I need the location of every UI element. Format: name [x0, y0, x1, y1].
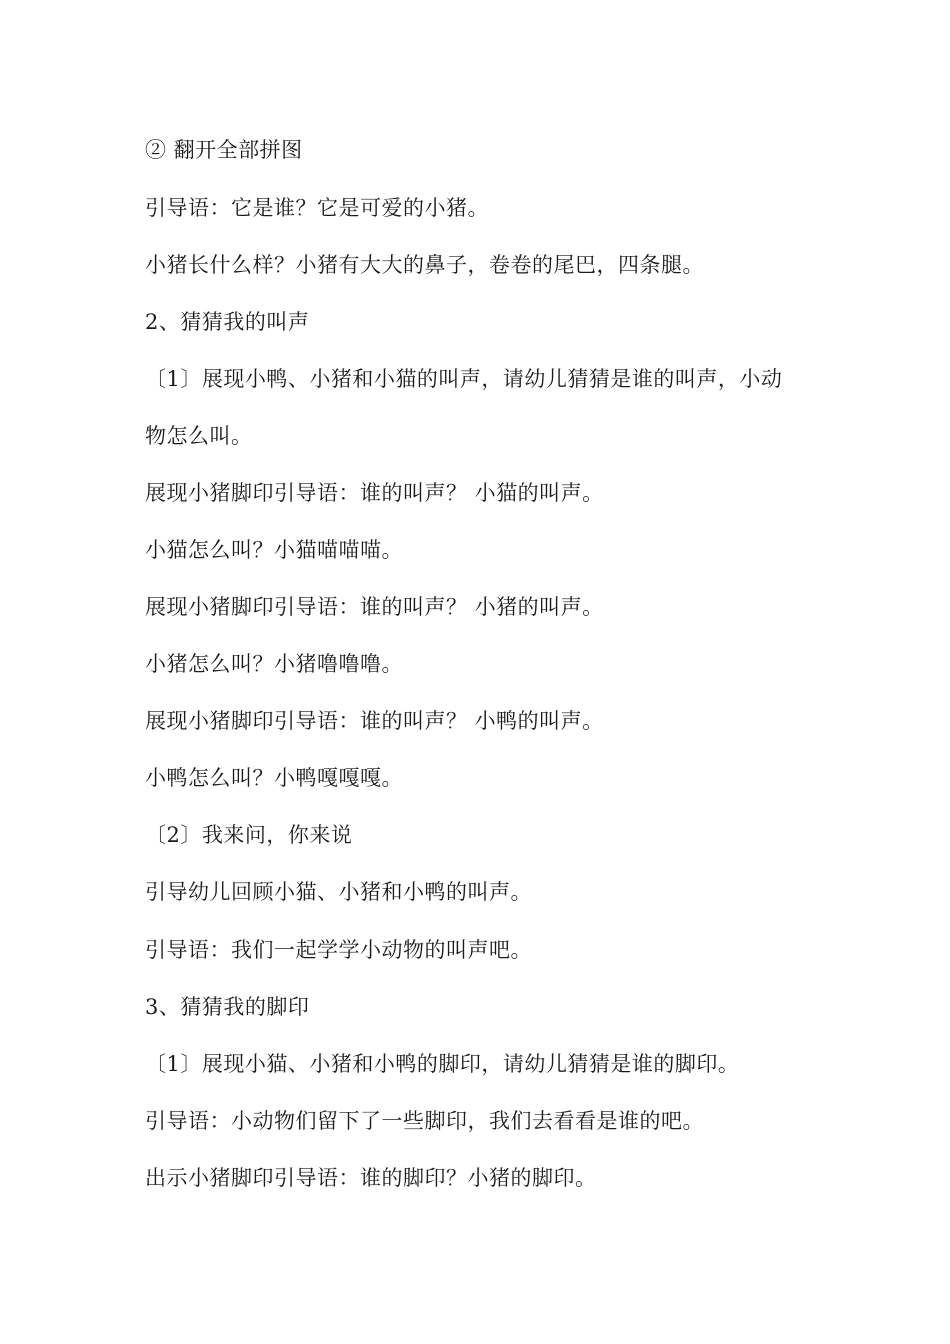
review-sounds: 引导幼儿回顾小猫、小猪和小鸭的叫声。	[145, 880, 532, 904]
guide-duck-sound: 展现小猪脚印引导语：谁的叫声？ 小鸭的叫声。	[145, 709, 604, 733]
piggy-oink: 小猪怎么叫？小猪噜噜噜。	[145, 652, 403, 676]
item-1-show-footprints: 〔1〕展现小猫、小猪和小鸭的脚印，请幼儿猜猜是谁的脚印。	[145, 1052, 740, 1076]
guide-learn-sounds: 引导语：我们一起学学小动物的叫声吧。	[145, 938, 532, 962]
piggy-footprint: 出示小猪脚印引导语：谁的脚印？小猪的脚印。	[145, 1166, 597, 1190]
item-1-show-sounds: 〔1〕展现小鸭、小猪和小猫的叫声，请幼儿猜猜是谁的叫声，小动	[145, 367, 783, 391]
guide-footprints: 引导语：小动物们留下了一些脚印，我们去看看是谁的吧。	[145, 1109, 704, 1133]
section-3-heading: 3、猜猜我的脚印	[145, 995, 310, 1019]
guide-piggy-sound: 展现小猪脚印引导语：谁的叫声？ 小猪的叫声。	[145, 595, 604, 619]
item-1-continued: 物怎么叫。	[145, 424, 253, 448]
item-2-ask-answer: 〔2〕我来问，你来说	[145, 823, 353, 847]
guide-who-is-it: 引导语：它是谁？它是可爱的小猪。	[145, 196, 489, 220]
duck-quack: 小鸭怎么叫？小鸭嘎嘎嘎。	[145, 766, 403, 790]
section-2-heading: 2、猜猜我的叫声	[145, 310, 310, 334]
piggy-appearance: 小猪长什么样？小猪有大大的鼻子，卷卷的尾巴，四条腿。	[145, 253, 704, 277]
kitten-meow: 小猫怎么叫？小猫喵喵喵。	[145, 538, 403, 562]
guide-kitten-sound: 展现小猪脚印引导语：谁的叫声？ 小猫的叫声。	[145, 481, 604, 505]
step-flip-puzzle: ② 翻开全部拼图	[145, 138, 303, 162]
